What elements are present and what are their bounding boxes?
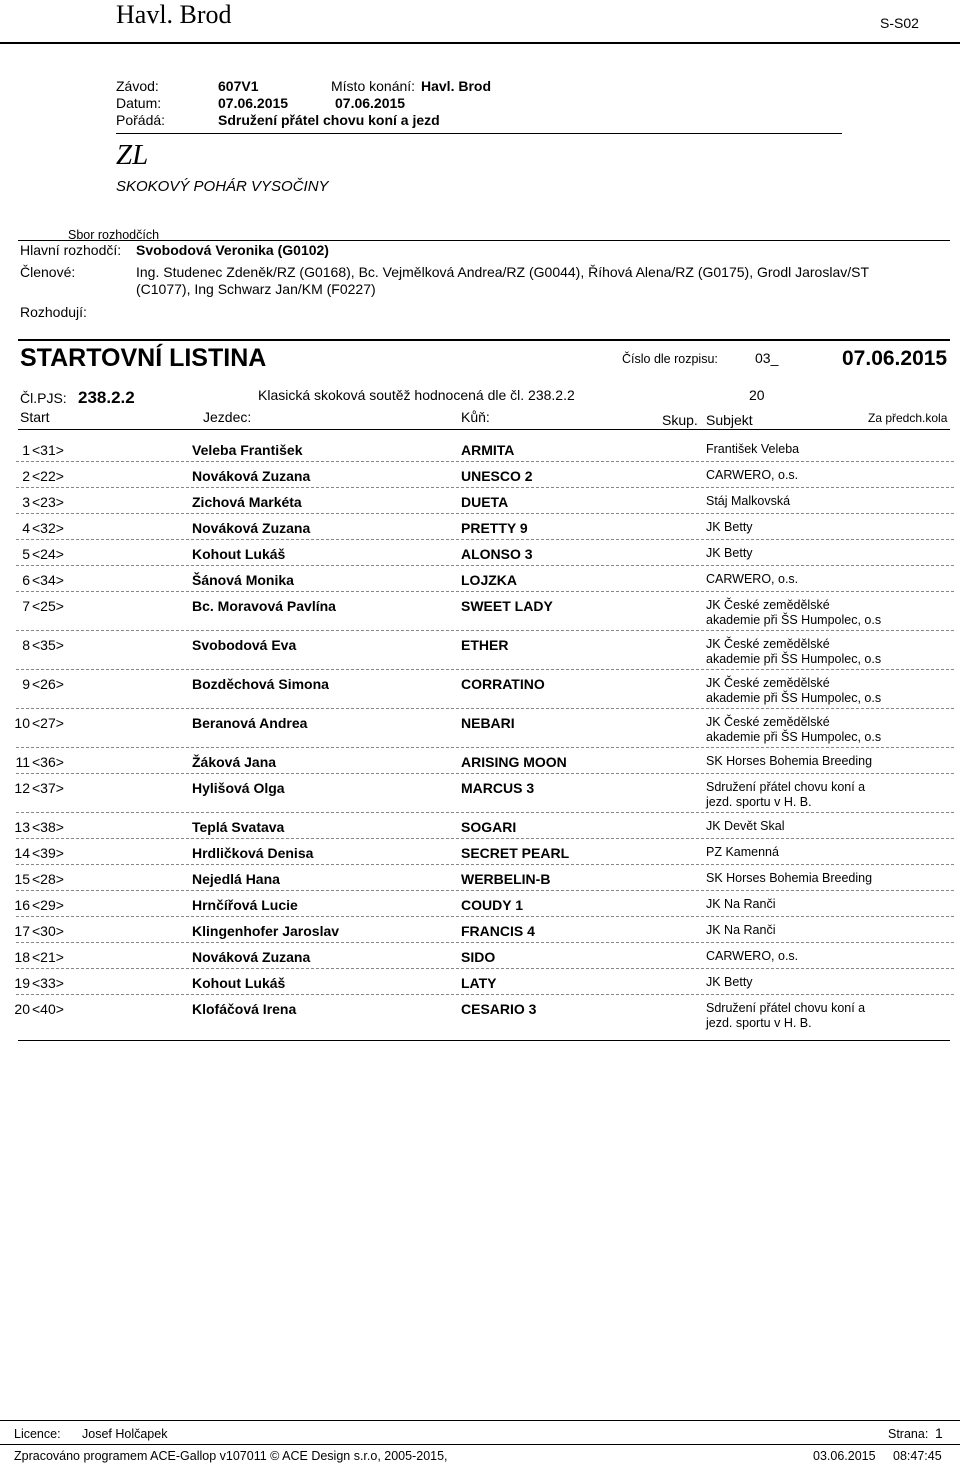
subject <box>706 598 881 628</box>
competition-description: Klasická skoková soutěž hodnocená dle čl. 238.2.2 <box>258 387 575 403</box>
row-separator <box>16 942 954 943</box>
subject <box>706 494 790 509</box>
subject <box>706 871 872 886</box>
subject-line-1: JK České zemědělské <box>706 598 830 612</box>
column-start: Start <box>20 409 50 425</box>
subject-line-2: akademie při ŠS Humpolec, o.s <box>706 613 882 627</box>
horse-name: WERBELIN-B <box>461 871 551 887</box>
start-number: 12 <box>14 780 30 796</box>
subject-line-2: akademie při ŠS Humpolec, o.s <box>706 730 882 744</box>
subject <box>706 754 872 769</box>
bib-number: <22> <box>32 468 64 484</box>
bib-number: <24> <box>32 546 64 562</box>
row-separator <box>16 812 954 813</box>
jury-rule <box>18 240 950 241</box>
zavod-value: 607V1 <box>218 78 259 94</box>
datum-to: 07.06.2015 <box>335 95 406 111</box>
subject <box>706 897 775 912</box>
bib-number: <32> <box>32 520 64 536</box>
bib-number: <23> <box>32 494 64 510</box>
start-number: 5 <box>22 546 30 562</box>
table-row <box>0 923 960 949</box>
start-number: 3 <box>22 494 30 510</box>
bib-number: <36> <box>32 754 64 770</box>
row-separator <box>16 890 954 891</box>
start-number: 8 <box>22 637 30 653</box>
bib-number: <33> <box>32 975 64 991</box>
bib-number: <39> <box>32 845 64 861</box>
page-number: 1 <box>935 1425 943 1441</box>
horse-name: SIDO <box>461 949 496 965</box>
bib-number: <29> <box>32 897 64 913</box>
subject-line-1: JK Betty <box>706 975 753 989</box>
column-subject: Subjekt <box>706 412 753 428</box>
start-number: 11 <box>15 754 30 770</box>
bib-number: <21> <box>32 949 64 965</box>
subject-line-1: František Veleba <box>706 442 800 456</box>
subject-line-1: PZ Kamenná <box>706 845 779 859</box>
competition-name: SKOKOVÝ POHÁR VYSOČINY <box>116 178 329 195</box>
bib-number: <38> <box>32 819 64 835</box>
rider-name: Šánová Monika <box>192 572 294 588</box>
subject-line-1: JK Na Ranči <box>706 897 776 911</box>
row-separator <box>16 968 954 969</box>
bib-number: <31> <box>32 442 64 458</box>
table-row <box>0 897 960 923</box>
column-group: Skup. <box>662 412 698 428</box>
bib-number: <25> <box>32 598 64 614</box>
rider-name: Nováková Zuzana <box>192 468 311 484</box>
rider-name: Nováková Zuzana <box>192 520 311 536</box>
competition-code: ZL <box>116 139 149 171</box>
subject <box>706 715 881 745</box>
start-number: 17 <box>14 923 30 939</box>
rider-name: Hrnčířová Lucie <box>192 897 298 913</box>
start-number: 7 <box>22 598 30 614</box>
start-number: 2 <box>22 468 30 484</box>
row-separator <box>16 487 954 488</box>
rider-name: Klofáčová Irena <box>192 1001 297 1017</box>
event-rule <box>116 133 842 134</box>
column-previous-round: Za předch.kola <box>868 411 948 425</box>
subject-line-1: JK Betty <box>706 546 753 560</box>
start-number: 16 <box>14 897 30 913</box>
chief-judge-label: Hlavní rozhodčí: <box>20 242 122 258</box>
row-separator <box>16 461 954 462</box>
row-separator <box>16 539 954 540</box>
start-number: 15 <box>14 871 30 887</box>
pjs-value: 238.2.2 <box>78 388 135 407</box>
porada-label: Pořádá: <box>116 112 166 128</box>
bib-number: <35> <box>32 637 64 653</box>
subject <box>706 923 775 938</box>
row-separator <box>16 994 954 995</box>
row-separator <box>16 513 954 514</box>
row-separator <box>16 669 954 670</box>
rider-name: Nejedlá Hana <box>192 871 280 887</box>
bib-number: <40> <box>32 1001 64 1017</box>
subject-line-1: CARWERO, o.s. <box>706 468 799 482</box>
horse-name: ETHER <box>461 637 509 653</box>
horse-name: NEBARI <box>461 715 515 731</box>
table-row <box>0 572 960 598</box>
licence-label: Licence: <box>14 1427 61 1441</box>
listing-title: STARTOVNÍ LISTINA <box>20 344 267 372</box>
subject-line-1: SK Horses Bohemia Breeding <box>706 754 873 768</box>
subject <box>706 637 881 667</box>
start-number: 19 <box>14 975 30 991</box>
pjs-label: Čl.PJS: <box>20 390 67 406</box>
table-row <box>0 676 960 705</box>
cislo-label: Číslo dle rozpisu: <box>622 352 718 366</box>
subject-line-2: akademie při ŠS Humpolec, o.s <box>706 652 882 666</box>
subject-line-1: Stáj Malkovská <box>706 494 791 508</box>
horse-name: LATY <box>461 975 497 991</box>
starter-count: 20 <box>749 387 765 403</box>
subject-line-1: JK České zemědělské <box>706 676 830 690</box>
table-row <box>0 494 960 520</box>
page-code: S-S02 <box>880 15 919 31</box>
subject <box>706 442 799 457</box>
page-label: Strana: <box>888 1427 929 1441</box>
bib-number: <27> <box>32 715 64 731</box>
horse-name: ALONSO 3 <box>461 546 533 562</box>
horse-name: COUDY 1 <box>461 897 523 913</box>
horse-name: SECRET PEARL <box>461 845 570 861</box>
subject <box>706 468 798 483</box>
page-title: Havl. Brod <box>116 0 232 29</box>
subject <box>706 1001 865 1031</box>
rider-name: Hylišová Olga <box>192 780 285 796</box>
horse-name: DUETA <box>461 494 509 510</box>
subject-line-1: JK České zemědělské <box>706 637 830 651</box>
header-rule <box>0 42 960 44</box>
horse-name: SWEET LADY <box>461 598 553 614</box>
rider-name: Teplá Svatava <box>192 819 285 835</box>
zavod-label: Závod: <box>116 78 159 94</box>
subject-line-1: JK Na Ranči <box>706 923 776 937</box>
bib-number: <26> <box>32 676 64 692</box>
row-separator <box>16 916 954 917</box>
horse-name: CORRATINO <box>461 676 545 692</box>
subject <box>706 819 785 834</box>
table-row <box>0 598 960 627</box>
row-separator <box>16 747 954 748</box>
rider-name: Klingenhofer Jaroslav <box>192 923 340 939</box>
horse-name: ARISING MOON <box>461 754 567 770</box>
footer-rule-2 <box>0 1444 960 1445</box>
footer-rule <box>0 1420 960 1421</box>
horse-name: PRETTY 9 <box>461 520 528 536</box>
row-separator <box>16 565 954 566</box>
row-separator <box>16 838 954 839</box>
subject <box>706 949 798 964</box>
listing-date: 07.06.2015 <box>842 347 948 370</box>
row-separator <box>16 864 954 865</box>
start-number: 10 <box>14 715 30 731</box>
horse-name: LOJZKA <box>461 572 517 588</box>
subject <box>706 520 753 535</box>
bib-number: <34> <box>32 572 64 588</box>
rider-name: Žáková Jana <box>192 754 277 770</box>
table-bottom-rule <box>18 1040 950 1041</box>
subject <box>706 546 753 561</box>
misto-value: Havl. Brod <box>421 78 492 94</box>
start-number: 20 <box>14 1001 30 1017</box>
members-line-2: (C1077), Ing Schwarz Jan/KM (F0227) <box>136 281 376 297</box>
jury-section-label: Sbor rozhodčích <box>68 228 160 242</box>
table-row <box>0 780 960 809</box>
table-row <box>0 442 960 468</box>
table-row <box>0 754 960 780</box>
judges-label: Rozhodují: <box>20 304 87 320</box>
table-row <box>0 468 960 494</box>
subject <box>706 572 798 587</box>
print-date: 03.06.2015 <box>813 1449 876 1463</box>
table-row <box>0 949 960 975</box>
rider-name: Nováková Zuzana <box>192 949 311 965</box>
datum-label: Datum: <box>116 95 162 111</box>
subject <box>706 780 865 810</box>
table-row <box>0 520 960 546</box>
table-row <box>0 975 960 1001</box>
row-separator <box>16 630 954 631</box>
horse-name: MARCUS 3 <box>461 780 535 796</box>
bib-number: <30> <box>32 923 64 939</box>
subject-line-2: akademie při ŠS Humpolec, o.s <box>706 691 882 705</box>
column-rider: Jezdec: <box>203 409 252 425</box>
rider-name: Zichová Markéta <box>192 494 302 510</box>
subject-line-1: JK Betty <box>706 520 753 534</box>
table-row <box>0 819 960 845</box>
row-separator <box>16 708 954 709</box>
table-row <box>0 637 960 666</box>
subject <box>706 975 753 990</box>
chief-judge-value: Svobodová Veronika (G0102) <box>136 242 329 258</box>
porada-value: Sdružení přátel chovu koní a jezd <box>218 112 440 128</box>
title-rule-top <box>18 339 950 341</box>
horse-name: FRANCIS 4 <box>461 923 535 939</box>
start-number: 14 <box>14 845 30 861</box>
table-row <box>0 546 960 572</box>
start-number: 13 <box>14 819 30 835</box>
horse-name: UNESCO 2 <box>461 468 533 484</box>
datum-from: 07.06.2015 <box>218 95 289 111</box>
subject-line-1: JK České zemědělské <box>706 715 830 729</box>
subject-line-1: JK Devět Skal <box>706 819 785 833</box>
subject <box>706 845 779 860</box>
start-number: 6 <box>22 572 30 588</box>
misto-label: Místo konání: <box>331 78 416 94</box>
table-row <box>0 715 960 744</box>
subject-line-1: Sdružení přátel chovu koní a <box>706 1001 866 1015</box>
bib-number: <28> <box>32 871 64 887</box>
members-line-1: Ing. Studenec Zdeněk/RZ (G0168), Bc. Vejmělková Andrea/RZ (G0044), Říhová Alena/RZ (G0175), Grodl Jaroslav/ST <box>136 264 870 280</box>
horse-name: CESARIO 3 <box>461 1001 537 1017</box>
subject-line-2: jezd. sportu v H. B. <box>706 795 812 809</box>
horse-name: SOGARI <box>461 819 517 835</box>
rider-name: Bc. Moravová Pavlína <box>192 598 336 614</box>
start-number: 4 <box>22 520 30 536</box>
members-label: Členové: <box>20 264 76 280</box>
rider-name: Hrdličková Denisa <box>192 845 314 861</box>
bib-number: <37> <box>32 780 64 796</box>
rider-name: Bozděchová Simona <box>192 676 329 692</box>
column-horse: Kůň: <box>461 409 490 425</box>
header-row-rule <box>18 429 950 430</box>
rider-name: Svobodová Eva <box>192 637 297 653</box>
cislo-value: 03_ <box>755 350 779 366</box>
print-time: 08:47:45 <box>893 1449 942 1463</box>
table-row <box>0 845 960 871</box>
table-row <box>0 1001 960 1030</box>
subject-line-1: CARWERO, o.s. <box>706 572 799 586</box>
start-number: 1 <box>22 442 30 458</box>
table-row <box>0 871 960 897</box>
software-info: Zpracováno programem ACE-Gallop v107011 © ACE Design s.r.o, 2005-2015, <box>14 1449 448 1463</box>
rider-name: Beranová Andrea <box>192 715 308 731</box>
rider-name: Kohout Lukáš <box>192 546 286 562</box>
start-number: 18 <box>14 949 30 965</box>
subject-line-1: CARWERO, o.s. <box>706 949 799 963</box>
rider-name: Veleba František <box>192 442 303 458</box>
start-number: 9 <box>22 676 30 692</box>
row-separator <box>16 591 954 592</box>
row-separator <box>16 773 954 774</box>
subject <box>706 676 881 706</box>
licence-value: Josef Holčapek <box>82 1427 168 1441</box>
subject-line-1: SK Horses Bohemia Breeding <box>706 871 873 885</box>
subject-line-1: Sdružení přátel chovu koní a <box>706 780 866 794</box>
subject-line-2: jezd. sportu v H. B. <box>706 1016 812 1030</box>
rider-name: Kohout Lukáš <box>192 975 286 991</box>
horse-name: ARMITA <box>461 442 515 458</box>
